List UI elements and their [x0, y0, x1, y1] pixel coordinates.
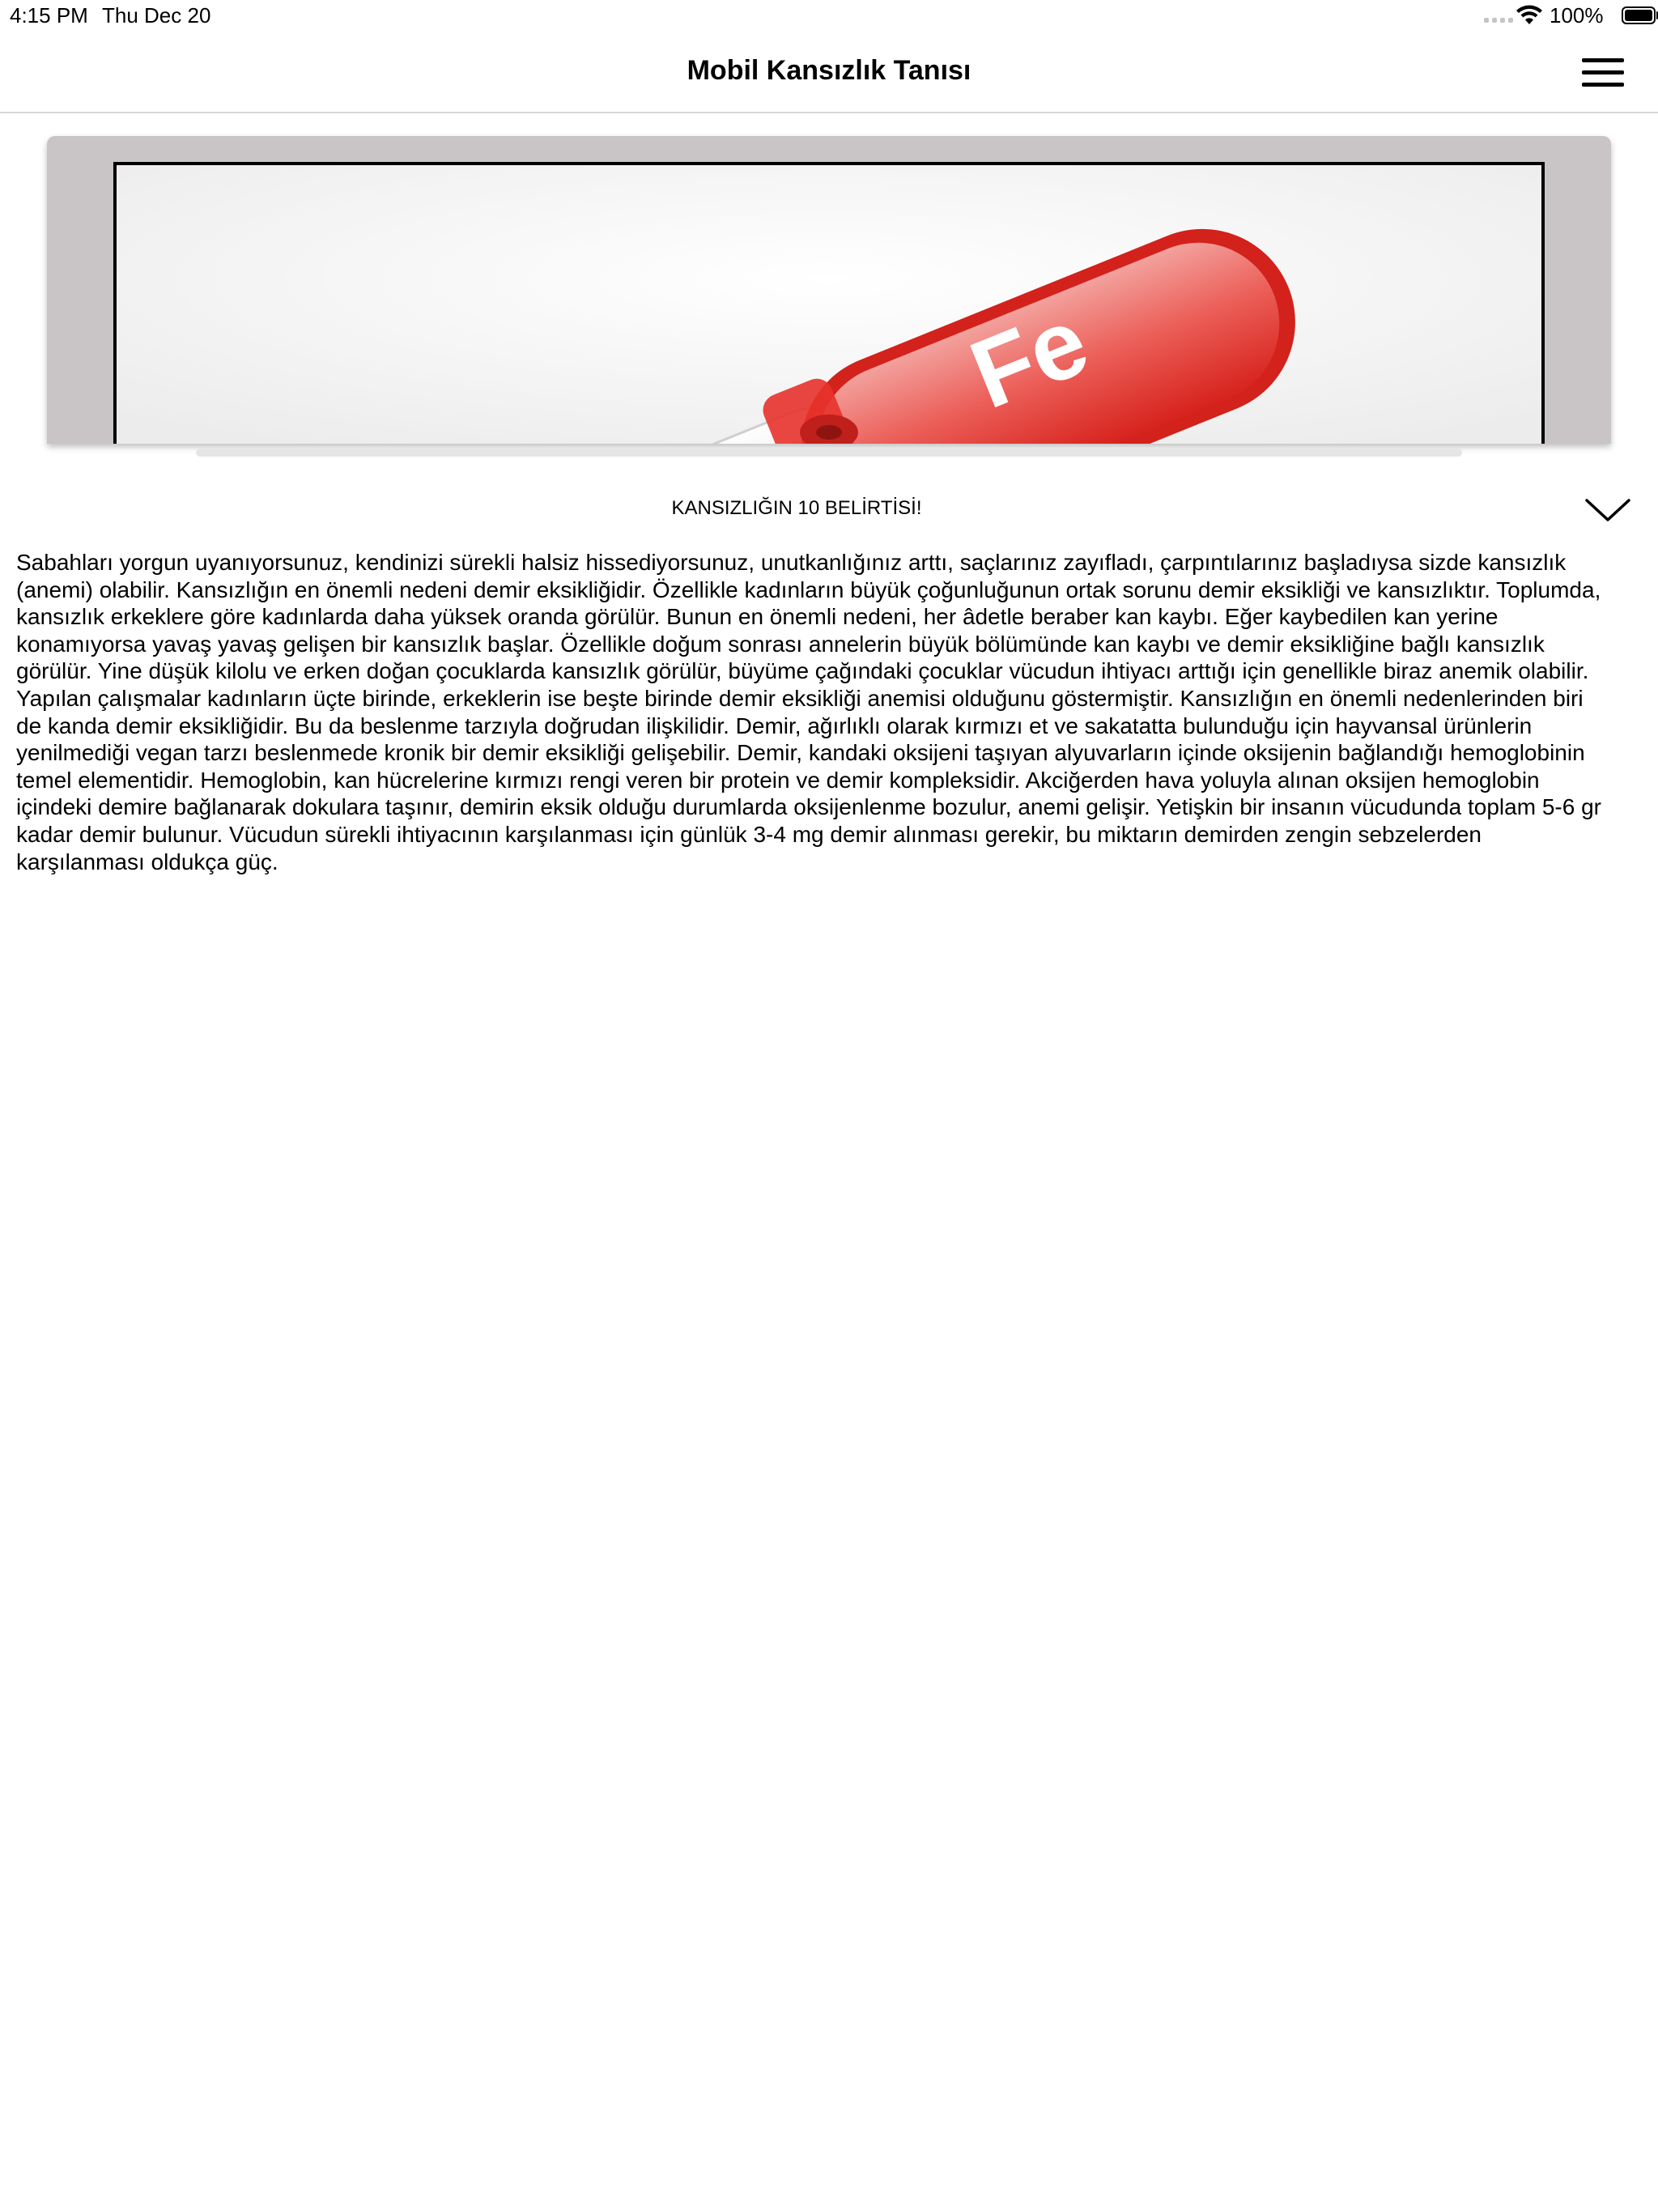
cellular-signal-icon [1484, 18, 1513, 23]
hamburger-icon [1582, 58, 1624, 62]
status-date: Thu Dec 20 [102, 3, 211, 28]
navigation-bar [0, 32, 1658, 113]
chevron-down-icon[interactable] [1584, 492, 1632, 525]
article-body: Sabahları yorgun uyanıyorsunuz, kendinizi sürekli halsiz hissediyorsunuz, unutkanlığınız arttı, saçlarınız zayıfladı, çarpıntılarınız başladıysa sizde kansızlık (anemi) olabilir. Kansızlığın en önemli nedeni demir eksikliğidir. Özellikle kadınların büyük çoğunluğunun ortak sorunu demir eksikliği ve kansızlıktır. Toplumda, kansızlık erkeklere göre kadınlarda daha yüksek oranda görülür. Bunun en önemli nedeni, her âdetle beraber kan kaybı. Eğer kaybedilen kan yerine konamıyorsa yavaş yavaş gelişen bir kansızlık başlar. Özellikle doğum sonrası annelerin büyük bölümünde kan kaybı ve demir eksikliğine bağlı kansızlık görülür. Yine düşük kilolu ve erken doğan çocuklarda kansızlık görülür, büyüme çağındaki çocuklar vücudun ihtiyacı arttığı için genellikle biraz anemik olabilir. Yapılan çalışmalar kadınların üçte birinde, erkeklerin ise beşte birinde demir eksikliği anemisi olduğunu göstermiştir. Kansızlığın en önemli nedenlerinden biri de kanda demir eksikliğidir. Bu da beslenme tarzıyla doğrudan ilişkilidir. Demir, ağırlıklı olarak kırmızı et ve sakatatta bulunduğu için hayvansal ürünlerin yenilmediği vegan tarzı beslenmede kronik bir demir eksikliği gelişebilir. Demir, kandaki oksijeni taşıyan alyuvarların içinde oksijenin bağlandığı hemoglobinin temel elementidir. Hemoglobin, kan hücrelerine kırmızı rengi veren bir protein ve demir kompleksidir. Akciğerden hava yoluyla alınan oksijen hemoglobin içindeki demire bağlanarak dokulara taşınır, demirin eksik olduğu durumlarda oksijenlenme bozulur, anemi gelişir. Yetişkin bir insanın vücudunda toplam 5-6 gr kadar demir bulunur. Vücudun sürekli ihtiyacının karşılanması için günlük 3-4 mg demir alınması gerekir, bu miktarın demirden zengin sebzelerden karşılanması oldukça güç. [16, 550, 1601, 874]
iron-capsule-illustration [117, 165, 1541, 444]
hero-image [113, 162, 1545, 444]
section-header[interactable] [0, 486, 1658, 534]
hamburger-icon-line [1582, 70, 1624, 74]
battery-percent: 100% [1550, 3, 1604, 28]
hamburger-icon-line [1582, 83, 1624, 87]
content-divider [196, 449, 1462, 457]
wifi-icon [1516, 5, 1543, 26]
fe-label: Fe [956, 286, 1103, 430]
status-bar [0, 0, 1658, 32]
battery-icon [1622, 6, 1656, 24]
status-time: 4:15 PM [10, 3, 88, 28]
section-title: KANSIZLIĞIN 10 BELİRTİSİ! [671, 497, 922, 519]
menu-button[interactable] [1580, 55, 1626, 91]
hero-image-frame [47, 136, 1611, 444]
page-title: Mobil Kansızlık Tanısı [687, 55, 971, 86]
